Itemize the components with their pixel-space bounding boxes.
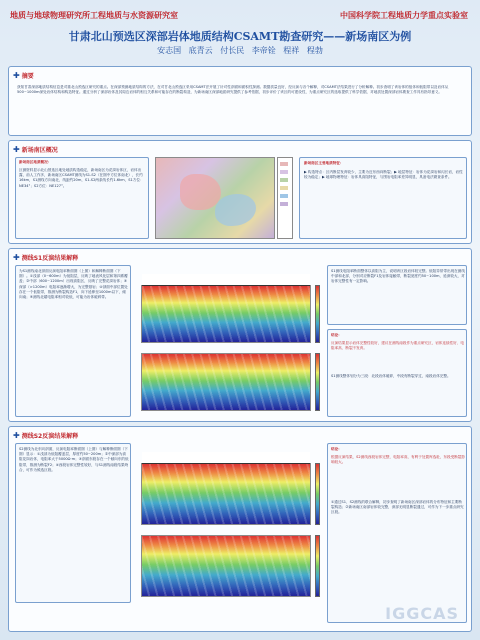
- legend-swatch: [280, 178, 288, 182]
- geology-panel: [8, 140, 472, 244]
- s1-conclusion-sub: S1测线整体划分为三段：北段岩体破碎，中段有断裂穿过，南段岩体完整。: [331, 374, 451, 378]
- s1-colorbar-2: [315, 353, 320, 411]
- s1-interpretation-overlay: [142, 354, 310, 410]
- watermark-logo: IGGCAS: [385, 604, 459, 623]
- poster-title: 甘肃北山预选区深部岩体地质结构CSAMT勘查研究——新场南区为例: [68, 30, 412, 43]
- s1-conclusion-label: 结论：: [331, 333, 342, 337]
- abstract-heading: [13, 71, 34, 80]
- s1-text-left: 为S1测线南北剖面反演电阻率断面图（上图）和解释断面图（下图）。①浅部（0~600m）为低阻层，反映了地表风化层和第四系覆盖；②中部（600~1200m）出现高阻区，反映了完整花岗岩体；③深部（>1200m）电阻率逐渐增大，为完整基岩；④剖面中部位置处存在一个低阻带，推测为断裂构造F1，向下延伸至1000m以下，倾向南；⑤测线北端电阻率相对较低，可能为岩体破碎带。: [19, 269, 128, 300]
- geology-map-figure: [155, 157, 275, 239]
- s1-topography-profile: [142, 274, 310, 286]
- s1-conclusion-box: [327, 329, 467, 417]
- map-pattern-b: [215, 194, 256, 226]
- s2-interpretation-overlay: [142, 536, 310, 596]
- plus-icon: ✚: [13, 431, 20, 440]
- plus-icon: ✚: [13, 253, 20, 262]
- geology-box-title: 新场南区地质概况：: [19, 160, 52, 164]
- s1-section-overlay: [142, 286, 310, 342]
- legend-swatch: [280, 194, 288, 198]
- s1-heading: [13, 253, 78, 262]
- s2-text-box: [15, 443, 131, 603]
- s2-heading-label: 测线S2反演结果解释: [21, 433, 79, 440]
- geology-box-text: 区测资料显示北山预选区地处地质构造稳定，新场南区为花岗岩体区，岩体出露，前人工作多，新场南区CSAMT测线为S1-S2（在图中方位体南北），长约16km，S1测线方向南北，线距约20m，S1-S2两条线长约1.6km，S1方位：NE34°；S2方位：NE127°。: [19, 168, 144, 188]
- s2-conclusion-text: 根据反演结果，S2测线西段岩体完整，电阻率高，有利于处置库选址，东段受断裂影响较大。: [331, 455, 465, 465]
- geology-side-title: 新场南区主要地质特征：: [304, 161, 344, 165]
- plus-icon: ✚: [13, 145, 20, 154]
- s2-section-overlay: [142, 464, 310, 524]
- plus-icon: ✚: [13, 71, 20, 80]
- s1-colorbar: [315, 285, 320, 343]
- s1-text-box: [15, 265, 131, 417]
- s1-resistivity-section: [141, 285, 311, 343]
- s1-right-text-box: [327, 265, 467, 325]
- s2-resistivity-section: [141, 463, 311, 525]
- legend-swatch: [280, 170, 288, 174]
- legend-swatch: [280, 186, 288, 190]
- abstract-panel: [8, 66, 472, 136]
- s2-heading: [13, 431, 78, 440]
- s2-colorbar: [315, 463, 320, 525]
- s2-conclusion-box: [327, 443, 467, 623]
- s1-interpretation-section: [141, 353, 311, 411]
- org-right: 中国科学院工程地质力学重点实验室: [340, 11, 468, 20]
- s2-text-left: S2测线为北东向剖面，反演电阻率断面图（上图）与解释断面图（下图）显示：①浅部为低阻覆盖层，厚度约50~200m；②中深部为高阻花岗岩体，电阻率大于5000Ω·m；③剖面东段存在一个倾向东的低阻带，推测为断裂F2；④西段岩体完整性较好，与S1测线南段结果吻合，可作为候选区段。: [19, 447, 129, 472]
- authors: 安志国 底青云 付长民 李帝铨 程祥 程勃: [157, 46, 323, 55]
- legend-swatch: [280, 202, 288, 206]
- geology-map-legend: [277, 157, 293, 239]
- s1-conclusion-text: 反演结果显示岩体完整性较好，建议在测线南段作为重点研究区，岩体连续性好、电阻率高、断裂不发育。: [331, 341, 464, 351]
- geology-heading: [13, 145, 58, 154]
- org-left: 地质与地球物理研究所工程地质与水资源研究室: [10, 11, 178, 20]
- s2-colorbar-2: [315, 535, 320, 597]
- header-bar: [0, 0, 480, 26]
- geology-heading-label: 新场南区概况: [21, 147, 58, 154]
- s2-conclusion-label: 结论：: [331, 447, 342, 451]
- geology-side-box: [299, 157, 467, 239]
- abstract-text: 获知甘肃深部地质结构信息是对重北山预选区研究的重点。在深部预测地质结构的方法，在对甘北山预选区采用CSAMT法开展了针对性剖面和面积性探测。数据质量良好，经反演与各个解释，对CSAMT法结果进行了分析解释。初步查明了该岩体的组体和低阻带以及岩体从500~1000m深处岩体结构和构造特征。通过分析了深部岩体及其周边岩体的相互关系和可能存在的断裂构造，为新场南区深部地质研究提供了参考依据，初步评价了该区的可建设性，为重点研究区的选取提供了科学依据，对地质处置深部岩体勘查工作具有指导意义。: [17, 85, 449, 95]
- s1-text-right: S1测线电阻率断面整体以高阻为主，说明该区段岩体较完整。低阻异常带出现在测线中部和北部，分别对应断裂F1及岩体接触带，断裂宽度约50~100m，延深较大，对岩体完整性有一定影响。: [331, 269, 465, 284]
- s2-conclusion-sub: ①通过S1、S2测线的联合解释，初步查明了新场南区深部岩体的分布特征和主要断裂构造；②新场南区南部岩体较完整，深部无明显断裂通过，可作为下一步重点研究区段。: [331, 500, 464, 515]
- s2-topography-profile: [142, 452, 310, 464]
- s1-panel: [8, 248, 472, 422]
- legend-swatch: [280, 162, 288, 166]
- map-pattern-a: [180, 174, 221, 210]
- s2-panel: [8, 426, 472, 632]
- geology-side-text: ▶ 构造特点：区内断层发育较少，主要为近东西向断裂；▶ 地层特征：岩体为花岗岩和闪长岩，岩性较为稳定；▶ 地球物理特征：岩体具高阻特征，与围岩电阻率差异明显，具备电法勘查条件。: [304, 170, 463, 180]
- geology-text-box: [15, 157, 149, 239]
- abstract-heading-label: 摘要: [21, 73, 34, 80]
- s2-interpretation-section: [141, 535, 311, 597]
- s1-heading-label: 测线S1反演结果解释: [21, 255, 79, 262]
